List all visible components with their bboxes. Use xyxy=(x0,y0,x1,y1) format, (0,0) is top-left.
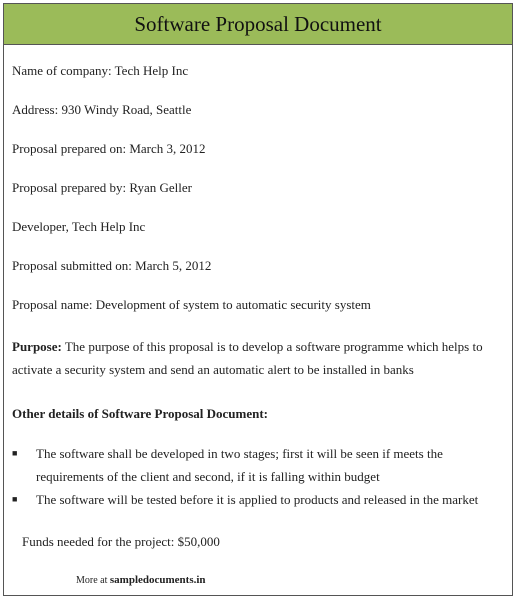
document-page xyxy=(3,3,513,596)
list-item xyxy=(12,442,504,488)
footer-prefix: More at xyxy=(76,575,108,586)
bullet-text: The software will be tested before it is applied to products and released in the market xyxy=(36,492,479,507)
address: Address: 930 Windy Road, Seattle xyxy=(12,102,192,117)
bullet-text: The software shall be developed in two stages; first it will be seen if meets the requirements of the client and second, if it is falling within budget xyxy=(36,446,443,484)
bullet-square-icon: ■ xyxy=(12,494,18,504)
purpose-label: Purpose: xyxy=(12,339,62,354)
proposal-name: Proposal name: Development of system to automatic security system xyxy=(12,297,371,312)
document-title: Software Proposal Document xyxy=(134,12,382,36)
list-item xyxy=(12,488,504,511)
bullet-square-icon: ■ xyxy=(12,448,18,458)
purpose-text: The purpose of this proposal is to develop a software programme which helps to activate a security system and send an automatic alert to be installed in banks xyxy=(12,339,483,377)
purpose-paragraph xyxy=(12,335,504,381)
prepared-by: Proposal prepared by: Ryan Geller xyxy=(12,180,192,195)
footer-link[interactable]: sampledocuments.in xyxy=(109,574,206,586)
footer-credit xyxy=(76,573,206,588)
title-banner xyxy=(4,4,512,45)
other-details-heading: Other details of Software Proposal Document: xyxy=(12,406,269,421)
company-name: Name of company: Tech Help Inc xyxy=(12,63,189,78)
developer: Developer, Tech Help Inc xyxy=(12,219,146,234)
submitted-on: Proposal submitted on: March 5, 2012 xyxy=(12,258,212,273)
prepared-on: Proposal prepared on: March 3, 2012 xyxy=(12,141,206,156)
funds-needed: Funds needed for the project: $50,000 xyxy=(22,534,220,549)
